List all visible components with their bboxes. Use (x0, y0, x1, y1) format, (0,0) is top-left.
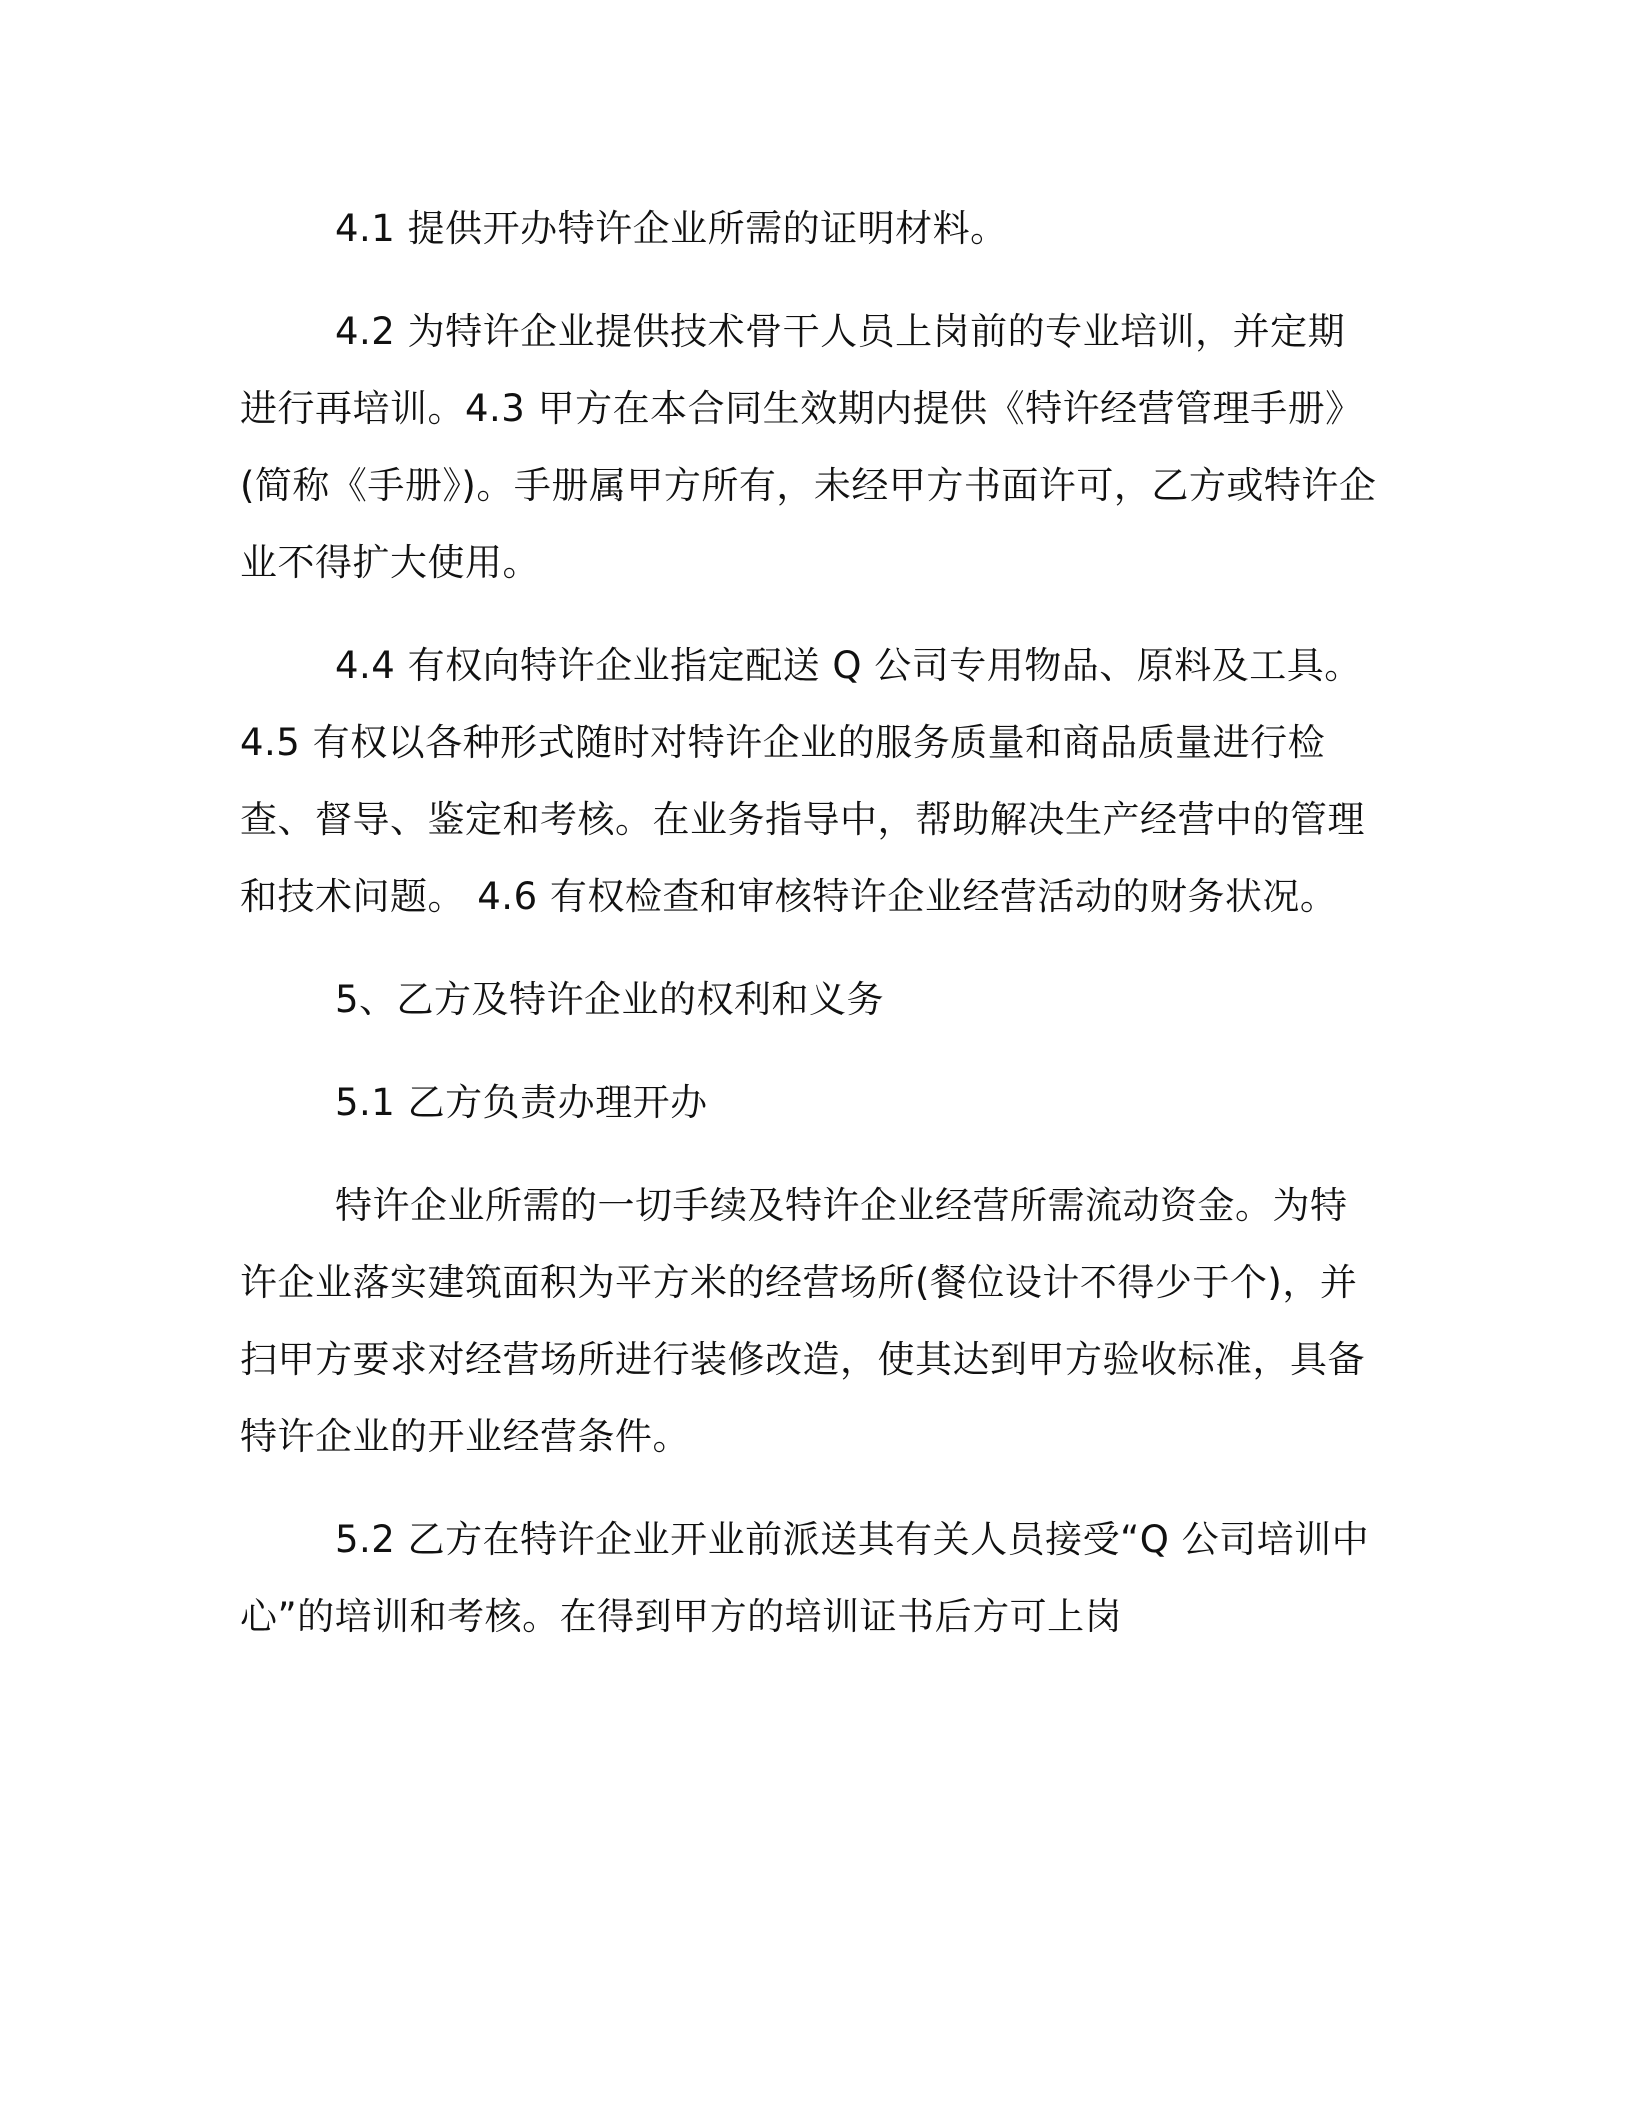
paragraph-5-1-body: 特许企业所需的一切手续及特许企业经营所需流动资金。为特许企业落实建筑面积为平方米的经营场所(餐位设计不得少于个)，并扫甲方要求对经营场所进行装修改造，使其达到甲方验收标准，具备特许企业的开业经营条件。 (240, 1184, 1365, 1458)
paragraph-4-2-4-3: 4.2 为特许企业提供技术骨干人员上岗前的专业培训，并定期进行再培训。4.3 甲方在本合同生效期内提供《特许经营管理手册》(简称《手册》)。手册属甲方所有，未经甲方书面许可，乙方或特许企业不得扩大使用。 (240, 310, 1377, 584)
document-body (240, 190, 1380, 1655)
paragraph-4-5-4-6: 4.5 有权以各种形式随时对特许企业的服务质量和商品质量进行检查、督导、鉴定和考核。在业务指导中，帮助解决生产经营中的管理和技术问题。 4.6 有权检查和审核特许企业经营活动的财务状况。 (240, 721, 1365, 918)
paragraph-4-1: 4.1 提供开办特许企业所需的证明材料。 (335, 207, 1008, 250)
paragraph-5-2: 5.2 乙方在特许企业开业前派送其有关人员接受“Q 公司培训中心”的培训和考核。在得到甲方的培训证书后方可上岗 (240, 1518, 1370, 1638)
section-5-heading: 5、乙方及特许企业的权利和义务 (335, 978, 885, 1021)
paragraph-4-4: 4.4 有权向特许企业指定配送 Q 公司专用物品、原料及工具。 (335, 644, 1362, 687)
paragraph-5-1: 5.1 乙方负责办理开办 (335, 1081, 708, 1124)
